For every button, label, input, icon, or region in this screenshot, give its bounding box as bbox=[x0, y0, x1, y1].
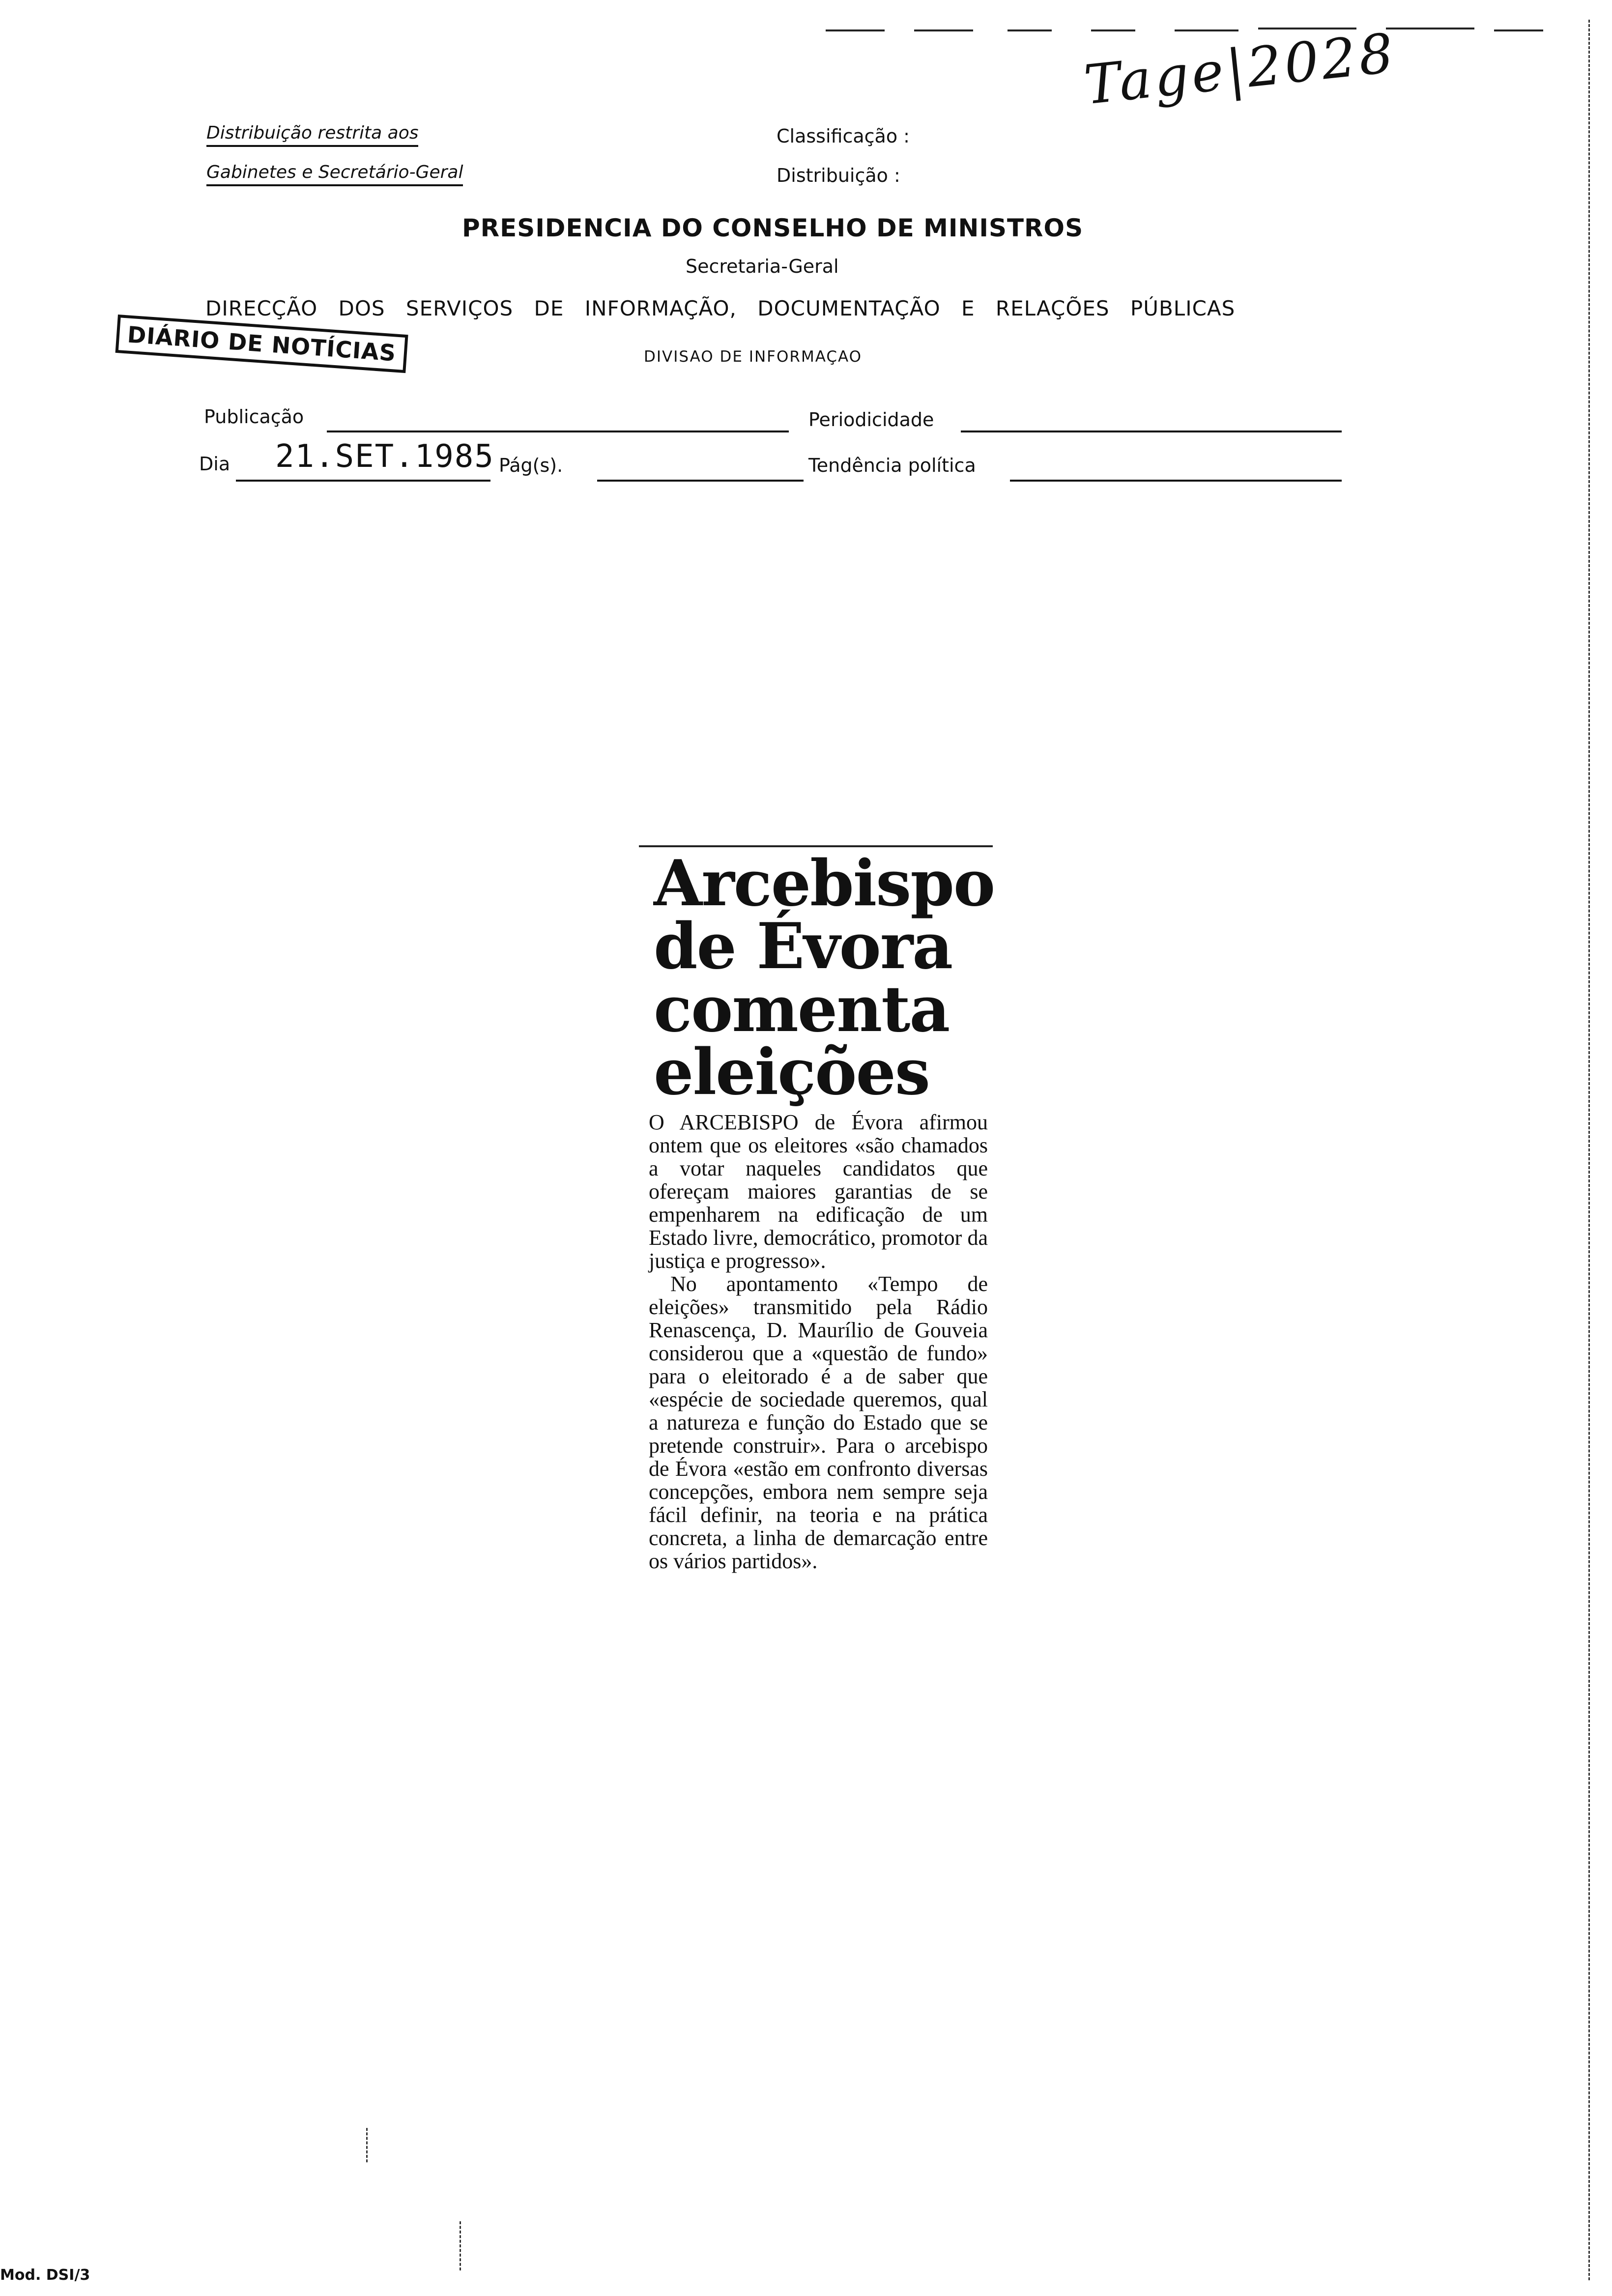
direction-title: DIRECÇÃO DOS SERVIÇOS DE INFORMAÇÃO, DOCUMENTAÇÃO E RELAÇÕES PÚBLICAS bbox=[205, 296, 1236, 320]
trim-dash bbox=[1091, 29, 1135, 31]
article-paragraph: O ARCEBISPO de Évora afirmou ontem que os eleitores «são chamados a votar naqueles candidatos que ofereçam maiores garantias de se empenharem na edificação de um Estado livre, democrático, promotor da justiça e progresso». bbox=[649, 1110, 988, 1273]
distribution-line-2: Gabinetes e Secretário-Geral bbox=[206, 162, 463, 186]
newspaper-stamp: DIÁRIO DE NOTÍCIAS bbox=[115, 315, 408, 373]
pages-label: Pág(s). bbox=[499, 455, 563, 476]
publication-field-line bbox=[327, 430, 789, 432]
day-value: 21.SET.1985 bbox=[275, 438, 494, 475]
newspaper-clipping bbox=[629, 845, 1003, 1573]
article-headline bbox=[629, 847, 1003, 1109]
distribution-label: Distribuição : bbox=[777, 165, 900, 186]
scan-mark bbox=[460, 2221, 461, 2270]
handwritten-reference: Tage|2028 bbox=[1081, 21, 1399, 117]
trim-dash bbox=[1494, 29, 1543, 31]
publication-label: Publicação bbox=[204, 406, 304, 428]
headline-line-2: de Évora bbox=[654, 910, 952, 983]
article-paragraph: No apontamento «Tempo de eleições» transmitido pela Rádio Renascença, D. Maurílio de Gouveia considerou que a «questão de fundo» para o eleitorado é a de saber que «espécie de sociedade queremos, qual a natureza e função do Estado que se pretende construir». Para o arcebispo de Évora «estão em confronto diversas concepções, embora nem sempre seja fácil definir, na teoria e na prática concreta, a linha de demarcação entre os vários partidos». bbox=[649, 1272, 988, 1573]
secretariat-title: Secretaria-Geral bbox=[686, 256, 839, 277]
headline-line-4: eleições bbox=[654, 1035, 929, 1109]
headline-line-1: Arcebispo bbox=[654, 847, 995, 920]
day-field-line bbox=[236, 480, 490, 482]
article-body bbox=[649, 1111, 988, 1573]
political-tendency-field-line bbox=[1010, 480, 1342, 482]
classification-label: Classificação : bbox=[777, 125, 910, 147]
trim-dash bbox=[1175, 29, 1238, 31]
pages-field-line bbox=[597, 480, 804, 482]
periodicity-field-line bbox=[961, 430, 1342, 432]
division-title: DIVISAO DE INFORMAÇAO bbox=[644, 348, 863, 366]
page-edge-perforation bbox=[1588, 20, 1590, 2280]
scan-mark bbox=[366, 2128, 368, 2162]
headline-line-3: comenta bbox=[654, 973, 950, 1046]
political-tendency-label: Tendência política bbox=[808, 455, 976, 476]
day-label: Dia bbox=[199, 453, 230, 475]
periodicity-label: Periodicidade bbox=[808, 409, 934, 430]
form-model-code: Mod. DSI/3 bbox=[0, 2267, 90, 2284]
presidency-title: PRESIDENCIA DO CONSELHO DE MINISTROS bbox=[462, 214, 1084, 242]
trim-dash bbox=[1386, 28, 1474, 29]
distribution-line-1: Distribuição restrita aos bbox=[206, 123, 418, 147]
trim-dash bbox=[914, 29, 973, 31]
trim-dash bbox=[1008, 29, 1052, 31]
trim-dash bbox=[826, 29, 885, 31]
